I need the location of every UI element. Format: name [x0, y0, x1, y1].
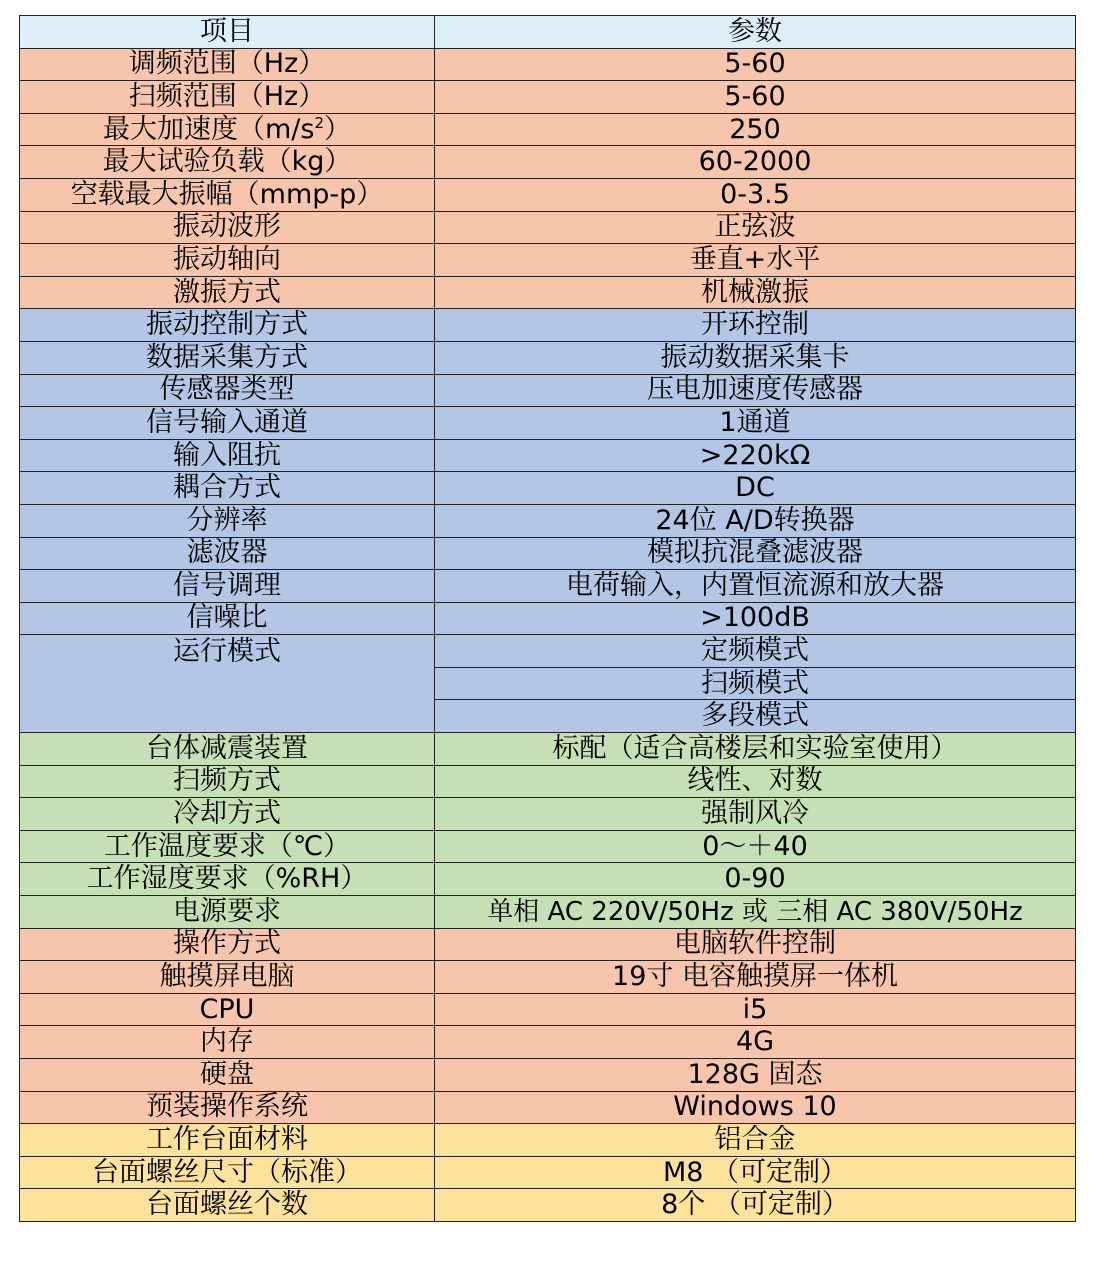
row-label: 信号调理 [20, 570, 435, 603]
row-value: 电荷输入，内置恒流源和放大器 [435, 570, 1076, 603]
table-row [20, 178, 1076, 211]
row-label: 台面螺丝个数 [20, 1189, 435, 1222]
row-value: 24位 A/D转换器 [435, 504, 1076, 537]
table-row [20, 1124, 1076, 1157]
row-label: 振动轴向 [20, 244, 435, 277]
header-item: 项目 [20, 16, 435, 49]
table-row [20, 1026, 1076, 1059]
row-value: 5-60 [435, 81, 1076, 114]
row-label: 硬盘 [20, 1059, 435, 1092]
table-row [20, 146, 1076, 179]
row-label: 扫频方式 [20, 765, 435, 798]
table-row [20, 537, 1076, 570]
row-label: 调频范围（Hz） [20, 48, 435, 81]
row-value: 电脑软件控制 [435, 928, 1076, 961]
row-label: 扫频范围（Hz） [20, 81, 435, 114]
row-value: 振动数据采集卡 [435, 341, 1076, 374]
row-label: 台体减震装置 [20, 733, 435, 766]
row-label: 工作温度要求（℃） [20, 830, 435, 863]
row-value: Windows 10 [435, 1091, 1076, 1124]
table-row [20, 439, 1076, 472]
table-row [20, 798, 1076, 831]
row-label: 工作台面材料 [20, 1124, 435, 1157]
table-row [20, 1156, 1076, 1189]
row-label: 电源要求 [20, 896, 435, 929]
row-value: 垂直+水平 [435, 244, 1076, 277]
row-label: 滤波器 [20, 537, 435, 570]
spec-table [19, 15, 1076, 1222]
row-value: >100dB [435, 602, 1076, 635]
table-row [20, 211, 1076, 244]
table-row [20, 244, 1076, 277]
row-label: 操作方式 [20, 928, 435, 961]
row-value: 0～＋40 [435, 830, 1076, 863]
row-value: 5-60 [435, 48, 1076, 81]
row-label: 振动控制方式 [20, 309, 435, 342]
table-row [20, 1091, 1076, 1124]
row-value: 1通道 [435, 407, 1076, 440]
table-row [20, 733, 1076, 766]
row-value: 压电加速度传感器 [435, 374, 1076, 407]
row-label: 激振方式 [20, 276, 435, 309]
label-superscript: 2 [314, 113, 324, 132]
row-value: 8个 （可定制） [435, 1189, 1076, 1222]
row-label: 冷却方式 [20, 798, 435, 831]
row-label: 振动波形 [20, 211, 435, 244]
row-value: 开环控制 [435, 309, 1076, 342]
label-base: 最大加速度（m/s [102, 113, 315, 145]
row-value: 19寸 电容触摸屏一体机 [435, 961, 1076, 994]
row-value: 单相 AC 220V/50Hz 或 三相 AC 380V/50Hz [435, 896, 1076, 929]
row-label: 数据采集方式 [20, 341, 435, 374]
table-header-row [20, 16, 1076, 49]
table-row [20, 1189, 1076, 1222]
row-value: DC [435, 472, 1076, 505]
row-label: 信号输入通道 [20, 407, 435, 440]
row-label: 台面螺丝尺寸（标准） [20, 1156, 435, 1189]
row-label: 内存 [20, 1026, 435, 1059]
row-value: 模拟抗混叠滤波器 [435, 537, 1076, 570]
row-value: 128G 固态 [435, 1059, 1076, 1092]
table-row [20, 48, 1076, 81]
row-value: 60-2000 [435, 146, 1076, 179]
row-value: 250 [435, 113, 1076, 146]
row-label: 最大试验负载（kg） [20, 146, 435, 179]
row-label: 传感器类型 [20, 374, 435, 407]
row-value: >220kΩ [435, 439, 1076, 472]
row-value: 标配（适合高楼层和实验室使用） [435, 733, 1076, 766]
table-row [20, 113, 1076, 146]
table-row [20, 961, 1076, 994]
table-row [20, 635, 1076, 668]
table-row [20, 374, 1076, 407]
table-row [20, 504, 1076, 537]
label-tail: ） [324, 113, 351, 145]
table-row [20, 1059, 1076, 1092]
row-label: 分辨率 [20, 504, 435, 537]
table-row [20, 896, 1076, 929]
row-value: 强制风冷 [435, 798, 1076, 831]
table-row [20, 765, 1076, 798]
row-value: 正弦波 [435, 211, 1076, 244]
row-label: 耦合方式 [20, 472, 435, 505]
row-label: 输入阻抗 [20, 439, 435, 472]
table-row [20, 570, 1076, 603]
row-value: i5 [435, 993, 1076, 1026]
row-label: 空载最大振幅（mmp-p） [20, 178, 435, 211]
row-label: 信噪比 [20, 602, 435, 635]
table-row [20, 276, 1076, 309]
row-value: 0-90 [435, 863, 1076, 896]
row-value: 机械激振 [435, 276, 1076, 309]
table-row [20, 993, 1076, 1026]
row-value: M8 （可定制） [435, 1156, 1076, 1189]
row-label [20, 113, 435, 146]
row-label-operation-mode: 运行模式 [20, 635, 435, 733]
table-row [20, 309, 1076, 342]
table-row [20, 863, 1076, 896]
row-value: 4G [435, 1026, 1076, 1059]
row-label: CPU [20, 993, 435, 1026]
header-param: 参数 [435, 16, 1076, 49]
row-value: 线性、对数 [435, 765, 1076, 798]
table-row [20, 81, 1076, 114]
table-row [20, 602, 1076, 635]
row-value-multi-segment: 多段模式 [435, 700, 1076, 733]
row-value-sweep: 扫频模式 [435, 667, 1076, 700]
table-row [20, 341, 1076, 374]
row-label: 工作湿度要求（%RH） [20, 863, 435, 896]
row-value-fixed-freq: 定频模式 [435, 635, 1076, 668]
table-row [20, 830, 1076, 863]
row-value: 铝合金 [435, 1124, 1076, 1157]
row-value: 0-3.5 [435, 178, 1076, 211]
row-label: 预装操作系统 [20, 1091, 435, 1124]
row-label: 触摸屏电脑 [20, 961, 435, 994]
table-row [20, 472, 1076, 505]
table-row [20, 928, 1076, 961]
table-row [20, 407, 1076, 440]
